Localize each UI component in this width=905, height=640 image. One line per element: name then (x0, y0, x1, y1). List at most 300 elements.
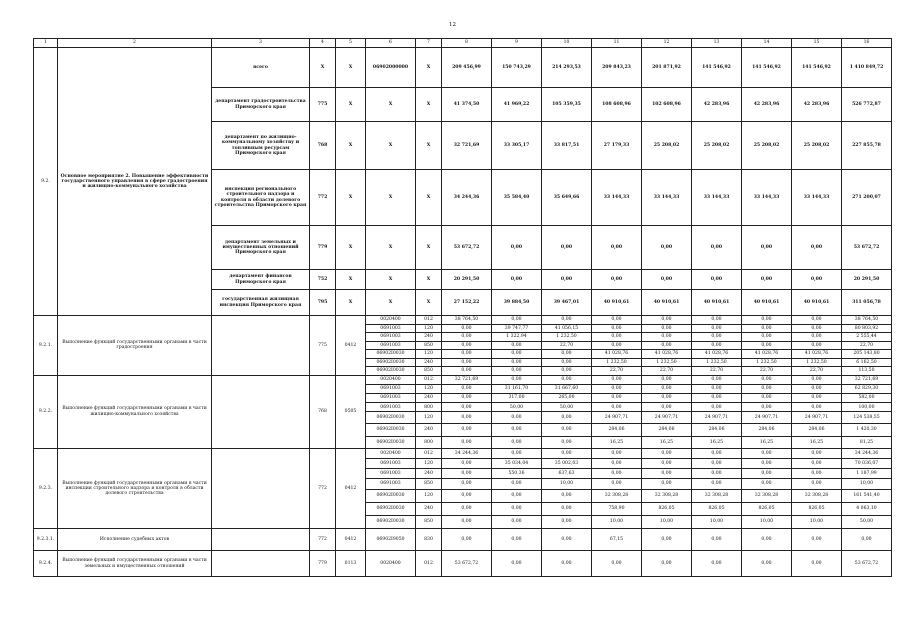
column-number: 2 (58, 39, 212, 48)
amount-cell: 0,00 (442, 502, 492, 515)
amount-cell: 0,00 (592, 403, 642, 412)
amount-cell: 209 456,99 (442, 48, 492, 88)
column-number: 9 (492, 39, 542, 48)
amount-cell: 0,00 (642, 270, 692, 290)
column-number: 15 (792, 39, 842, 48)
code-c5: 0113 (336, 551, 366, 577)
code-c6: 0020400 (366, 551, 416, 577)
code-c4: 775 (310, 88, 336, 122)
amount-cell: 161 541,40 (842, 489, 892, 502)
amount-cell: 0,00 (792, 479, 842, 489)
code-c6: 06902I0030 (366, 502, 416, 515)
code-c7: 850 (416, 515, 442, 528)
amount-cell: 0,00 (692, 448, 742, 458)
amount-cell: 40 910,61 (692, 290, 742, 316)
code-c4: 795 (310, 290, 336, 316)
code-c7: 240 (416, 358, 442, 367)
amount-cell: 1 420,30 (842, 424, 892, 436)
amount-cell: 0,00 (742, 469, 792, 479)
amount-cell: 0,00 (692, 333, 742, 342)
amount-cell: 0,00 (592, 375, 642, 384)
amount-cell: 0,00 (792, 270, 842, 290)
amount-cell: 0,00 (442, 358, 492, 367)
code-c6: 06902000000 (366, 48, 416, 88)
code-c7: 850 (416, 367, 442, 376)
column-number-row (34, 39, 892, 48)
amount-cell: 201 871,92 (642, 48, 692, 88)
amount-cell: 0,00 (692, 479, 742, 489)
amount-cell: 271 200,07 (842, 170, 892, 226)
amount-cell: 0,00 (792, 341, 842, 350)
amount-cell: 0,00 (592, 393, 642, 402)
code-c7: 240 (416, 469, 442, 479)
row-title: Исполнение судебных актов (58, 529, 212, 551)
code-c6: 0691003 (366, 459, 416, 469)
amount-cell: 33 144,33 (742, 170, 792, 226)
amount-cell: 32 721,69 (442, 375, 492, 384)
amount-cell: 0,00 (742, 459, 792, 469)
amount-cell: 0,00 (542, 436, 592, 448)
amount-cell: 0,00 (742, 479, 792, 489)
amount-cell: 0,00 (592, 333, 642, 342)
column-number: 6 (366, 39, 416, 48)
row-number: 9.2.3. (34, 448, 58, 528)
amount-cell: 0,00 (792, 384, 842, 393)
amount-cell: 35 034,04 (492, 459, 542, 469)
column-number: 7 (416, 39, 442, 48)
amount-cell: 41 028,76 (642, 350, 692, 359)
row-title: Выполнение функций государственными органами в части инспекции строительного надзора и контроля в области долевого строительства (58, 448, 212, 528)
amount-cell: 0,00 (792, 529, 842, 551)
amount-cell: 0,00 (642, 551, 692, 577)
code-c4: 779 (310, 226, 336, 270)
amount-cell: 205 143,80 (842, 350, 892, 359)
amount-cell: 40 910,61 (592, 290, 642, 316)
code-c6: 06902I0030 (366, 489, 416, 502)
code-c6: 0691003 (366, 384, 416, 393)
code-c4: 768 (310, 122, 336, 170)
row-title: Выполнение функций государственными органами в части градостроения (58, 316, 212, 376)
column-number: 16 (842, 39, 892, 48)
amount-cell: 0,00 (442, 424, 492, 436)
amount-cell: 67,15 (592, 529, 642, 551)
amount-cell: 0,00 (792, 375, 842, 384)
amount-cell: 0,00 (542, 316, 592, 325)
table-row (34, 48, 892, 88)
amount-cell: 826,05 (792, 502, 842, 515)
executor-name: департамент финансов Приморского края (212, 270, 310, 290)
amount-cell: 0,00 (692, 529, 742, 551)
amount-cell: 0,00 (792, 469, 842, 479)
executor-empty (212, 448, 310, 528)
column-number: 3 (212, 39, 310, 48)
amount-cell: 100,00 (842, 403, 892, 412)
amount-cell: 0,00 (642, 341, 692, 350)
amount-cell: 0,00 (442, 367, 492, 376)
column-number: 14 (742, 39, 792, 48)
code-c6: 06902I0030 (366, 367, 416, 376)
amount-cell: 0,00 (592, 448, 642, 458)
code-c4: 775 (310, 316, 336, 376)
amount-cell: 0,00 (492, 367, 542, 376)
code-c7: X (416, 88, 442, 122)
column-number: 11 (592, 39, 642, 48)
amount-cell: 35 002,03 (542, 459, 592, 469)
amount-cell: 0,00 (792, 324, 842, 333)
code-c5: X (336, 290, 366, 316)
code-c4: 772 (310, 170, 336, 226)
amount-cell: 33 144,33 (692, 170, 742, 226)
amount-cell: 38 764,50 (842, 316, 892, 325)
amount-cell: 0,00 (692, 270, 742, 290)
amount-cell: 0,00 (792, 551, 842, 577)
amount-cell: 0,00 (692, 226, 742, 270)
amount-cell: 0,00 (492, 551, 542, 577)
code-c6: X (366, 290, 416, 316)
page-number: 12 (449, 22, 456, 28)
amount-cell: 41 028,76 (592, 350, 642, 359)
amount-cell: 25 208,02 (642, 122, 692, 170)
code-c7: 850 (416, 341, 442, 350)
code-c7: 240 (416, 393, 442, 402)
amount-cell: 50,00 (542, 403, 592, 412)
code-c6: 0691003 (366, 324, 416, 333)
code-c7: 120 (416, 489, 442, 502)
code-c6: 0691003 (366, 393, 416, 402)
row-title: Выполнение функций государственными органами в части жилищно-коммунального хозяйства (58, 375, 212, 448)
amount-cell: 10,00 (742, 515, 792, 528)
amount-cell: 16,25 (592, 436, 642, 448)
code-c5: 0412 (336, 529, 366, 551)
amount-cell: 0,00 (642, 459, 692, 469)
row-number: 9.2.2. (34, 375, 58, 448)
executor-name: государственная жилищная инспекция Приморского края (212, 290, 310, 316)
code-c7: 012 (416, 448, 442, 458)
amount-cell: 0,00 (542, 515, 592, 528)
amount-cell: 0,00 (492, 358, 542, 367)
amount-cell: 311 056,78 (842, 290, 892, 316)
amount-cell: 10,00 (592, 515, 642, 528)
column-number: 4 (310, 39, 336, 48)
amount-cell: 0,00 (692, 384, 742, 393)
code-c7: 012 (416, 375, 442, 384)
code-c6: 0691003 (366, 469, 416, 479)
amount-cell: 35 649,66 (542, 170, 592, 226)
amount-cell: 0,00 (742, 226, 792, 270)
code-c4: 772 (310, 448, 336, 528)
amount-cell: 0,00 (542, 489, 592, 502)
code-c7: 240 (416, 424, 442, 436)
amount-cell: 0,00 (642, 316, 692, 325)
amount-cell: 33 144,33 (642, 170, 692, 226)
amount-cell: 0,00 (442, 436, 492, 448)
amount-cell: 0,00 (642, 479, 692, 489)
row-number: 9.2.4. (34, 551, 58, 577)
amount-cell: 0,00 (642, 469, 692, 479)
executor-name: департамент по жилищно-коммунальному хозяйству и топливным ресурсам Приморского края (212, 122, 310, 170)
amount-cell: 0,00 (742, 529, 792, 551)
amount-cell: 33 305,17 (492, 122, 542, 170)
amount-cell: 0,00 (592, 341, 642, 350)
code-c6: 06902I0030 (366, 350, 416, 359)
executor-empty (212, 316, 310, 376)
code-c7: X (416, 170, 442, 226)
code-c6: 06902I0030 (366, 412, 416, 424)
code-c7: 120 (416, 412, 442, 424)
code-c5: X (336, 48, 366, 88)
code-c6: X (366, 122, 416, 170)
code-c6: 06902I9050 (366, 529, 416, 551)
amount-cell: 53 672,72 (442, 551, 492, 577)
amount-cell: 22,70 (792, 367, 842, 376)
amount-cell: 0,00 (542, 424, 592, 436)
code-c5: 0412 (336, 316, 366, 376)
amount-cell: 0,00 (792, 403, 842, 412)
amount-cell: 27 152,22 (442, 290, 492, 316)
amount-cell: 31 667,60 (542, 384, 592, 393)
code-c6: 06902I0030 (366, 358, 416, 367)
amount-cell: 102 608,96 (642, 88, 692, 122)
amount-cell: 41 374,50 (442, 88, 492, 122)
amount-cell: 0,00 (492, 529, 542, 551)
column-number: 13 (692, 39, 742, 48)
amount-cell: 2 555,44 (842, 333, 892, 342)
amount-cell: 0,00 (442, 333, 492, 342)
amount-cell: 0,00 (492, 350, 542, 359)
column-number: 10 (542, 39, 592, 48)
column-number: 8 (442, 39, 492, 48)
amount-cell: 0,00 (792, 393, 842, 402)
executor-empty (212, 375, 310, 448)
amount-cell: 0,00 (542, 502, 592, 515)
executor-name: департамент земельных и имущественных отношений Приморского края (212, 226, 310, 270)
amount-cell: 16,25 (742, 436, 792, 448)
amount-cell: 34 244,36 (842, 448, 892, 458)
amount-cell: 53 672,72 (842, 226, 892, 270)
column-number: 5 (336, 39, 366, 48)
amount-cell: 62 829,30 (842, 384, 892, 393)
amount-cell: 0,00 (492, 375, 542, 384)
code-c7: X (416, 48, 442, 88)
amount-cell: 0,00 (542, 529, 592, 551)
executor-name: инспекция регионального строительного надзора и контроля в области долевого строительства Приморского края (212, 170, 310, 226)
amount-cell: 0,00 (542, 551, 592, 577)
amount-cell: 108 608,96 (592, 88, 642, 122)
amount-cell: 32 308,28 (692, 489, 742, 502)
amount-cell: 0,00 (642, 226, 692, 270)
amount-cell: 20 291,50 (442, 270, 492, 290)
amount-cell: 24 907,71 (692, 412, 742, 424)
column-number: 12 (642, 39, 692, 48)
amount-cell: 32 308,28 (792, 489, 842, 502)
amount-cell: 0,00 (542, 226, 592, 270)
amount-cell: 42 283,96 (692, 88, 742, 122)
amount-cell: 0,00 (642, 384, 692, 393)
amount-cell: 0,00 (742, 375, 792, 384)
amount-cell: 124 538,55 (842, 412, 892, 424)
amount-cell: 0,00 (442, 459, 492, 469)
amount-cell: 826,05 (642, 502, 692, 515)
amount-cell: 284,06 (742, 424, 792, 436)
amount-cell: 0,00 (792, 316, 842, 325)
amount-cell: 0,00 (792, 448, 842, 458)
code-c4: 779 (310, 551, 336, 577)
amount-cell: 0,00 (742, 316, 792, 325)
amount-cell: 0,00 (542, 367, 592, 376)
amount-cell: 0,00 (692, 551, 742, 577)
amount-cell: 31 161,70 (492, 384, 542, 393)
amount-cell: 41 056,15 (542, 324, 592, 333)
amount-cell: 284,06 (692, 424, 742, 436)
code-c6: 0691003 (366, 403, 416, 412)
amount-cell: 0,00 (692, 316, 742, 325)
amount-cell: 0,00 (692, 459, 742, 469)
code-c7: 240 (416, 333, 442, 342)
amount-cell: 0,00 (742, 333, 792, 342)
amount-cell: 0,00 (442, 515, 492, 528)
amount-cell: 0,00 (442, 489, 492, 502)
amount-cell: 33 144,33 (592, 170, 642, 226)
amount-cell: 10,00 (792, 515, 842, 528)
amount-cell: 0,00 (842, 529, 892, 551)
amount-cell: 22,70 (742, 367, 792, 376)
amount-cell: 0,00 (442, 341, 492, 350)
amount-cell: 41 028,76 (692, 350, 742, 359)
amount-cell: 10,00 (692, 515, 742, 528)
amount-cell: 0,00 (642, 403, 692, 412)
table-row (34, 448, 892, 458)
amount-cell: 32 721,69 (842, 375, 892, 384)
amount-cell: 22,70 (642, 367, 692, 376)
code-c7: 120 (416, 324, 442, 333)
amount-cell: 1 187,99 (842, 469, 892, 479)
code-c6: X (366, 270, 416, 290)
amount-cell: 550,36 (492, 469, 542, 479)
code-c4: X (310, 48, 336, 88)
amount-cell: 0,00 (742, 403, 792, 412)
amount-cell: 0,00 (542, 350, 592, 359)
row-number: 9.2.3.1. (34, 529, 58, 551)
amount-cell: 39 467,01 (542, 290, 592, 316)
amount-cell: 0,00 (592, 270, 642, 290)
amount-cell: 0,00 (592, 226, 642, 270)
amount-cell: 41 969,22 (492, 88, 542, 122)
amount-cell: 34 244,36 (442, 448, 492, 458)
amount-cell: 24 907,71 (742, 412, 792, 424)
amount-cell: 0,00 (492, 502, 542, 515)
amount-cell: 53 672,72 (842, 551, 892, 577)
row-title: Выполнение функций государственными органами в части земельных и имущественных отношений (58, 551, 212, 577)
amount-cell: 0,00 (692, 469, 742, 479)
table-row (34, 529, 892, 551)
amount-cell: 1 232,50 (642, 358, 692, 367)
amount-cell: 0,00 (492, 270, 542, 290)
amount-cell: 39 747,77 (492, 324, 542, 333)
code-c5: X (336, 122, 366, 170)
amount-cell: 0,00 (492, 424, 542, 436)
code-c5: 0412 (336, 448, 366, 528)
amount-cell: 0,00 (442, 393, 492, 402)
amount-cell: 227 855,78 (842, 122, 892, 170)
amount-cell: 32 308,28 (592, 489, 642, 502)
amount-cell: 50,00 (842, 515, 892, 528)
amount-cell: 826,05 (692, 502, 742, 515)
amount-cell: 22,70 (542, 341, 592, 350)
code-c5: 0505 (336, 375, 366, 448)
amount-cell: 27 179,33 (592, 122, 642, 170)
amount-cell: 105 359,35 (542, 88, 592, 122)
column-number: 1 (34, 39, 58, 48)
amount-cell: 0,00 (592, 479, 642, 489)
executor-total: всего (212, 48, 310, 88)
code-c7: 800 (416, 403, 442, 412)
amount-cell: 284,06 (792, 424, 842, 436)
row-title: Основное мероприятие 2. Повышение эффективности государственного управления в сфере градостроения и жилищно-коммунального хозяйства (58, 48, 212, 316)
amount-cell: 40 910,61 (642, 290, 692, 316)
amount-cell: 317,00 (492, 393, 542, 402)
code-c6: 0691003 (366, 333, 416, 342)
code-c6: X (366, 170, 416, 226)
amount-cell: 0,00 (792, 226, 842, 270)
amount-cell: 0,00 (492, 412, 542, 424)
code-c7: 240 (416, 502, 442, 515)
amount-cell: 0,00 (692, 403, 742, 412)
amount-cell: 0,00 (442, 384, 492, 393)
amount-cell: 1 232,50 (742, 358, 792, 367)
amount-cell: 0,00 (792, 333, 842, 342)
amount-cell: 39 884,50 (492, 290, 542, 316)
amount-cell: 0,00 (492, 226, 542, 270)
amount-cell: 50,00 (492, 403, 542, 412)
amount-cell: 10,00 (642, 515, 692, 528)
amount-cell: 0,00 (742, 270, 792, 290)
amount-cell: 4 063,10 (842, 502, 892, 515)
amount-cell: 0,00 (742, 551, 792, 577)
amount-cell: 637,63 (542, 469, 592, 479)
amount-cell: 40 910,61 (742, 290, 792, 316)
amount-cell: 32 308,28 (742, 489, 792, 502)
amount-cell: 20 291,50 (842, 270, 892, 290)
code-c5: X (336, 270, 366, 290)
amount-cell: 0,00 (642, 324, 692, 333)
amount-cell: 141 546,92 (692, 48, 742, 88)
code-c6: 0691003 (366, 341, 416, 350)
code-c7: X (416, 290, 442, 316)
amount-cell: 81,25 (842, 436, 892, 448)
amount-cell: 24 907,71 (792, 412, 842, 424)
table-row (34, 316, 892, 325)
code-c6: X (366, 88, 416, 122)
amount-cell: 0,00 (642, 393, 692, 402)
amount-cell: 53 672,72 (442, 226, 492, 270)
amount-cell: 80 803,92 (842, 324, 892, 333)
code-c6: 06902I0030 (366, 424, 416, 436)
amount-cell: 42 283,96 (742, 88, 792, 122)
code-c6: 0020400 (366, 448, 416, 458)
amount-cell: 0,00 (492, 341, 542, 350)
code-c7: X (416, 270, 442, 290)
code-c7: 120 (416, 384, 442, 393)
amount-cell: 0,00 (742, 393, 792, 402)
amount-cell: 209 843,23 (592, 48, 642, 88)
code-c7: X (416, 122, 442, 170)
amount-cell: 40 910,61 (792, 290, 842, 316)
amount-cell: 284,06 (592, 424, 642, 436)
amount-cell: 0,00 (742, 448, 792, 458)
amount-cell: 0,00 (542, 358, 592, 367)
amount-cell: 22,70 (842, 341, 892, 350)
amount-cell: 0,00 (692, 341, 742, 350)
